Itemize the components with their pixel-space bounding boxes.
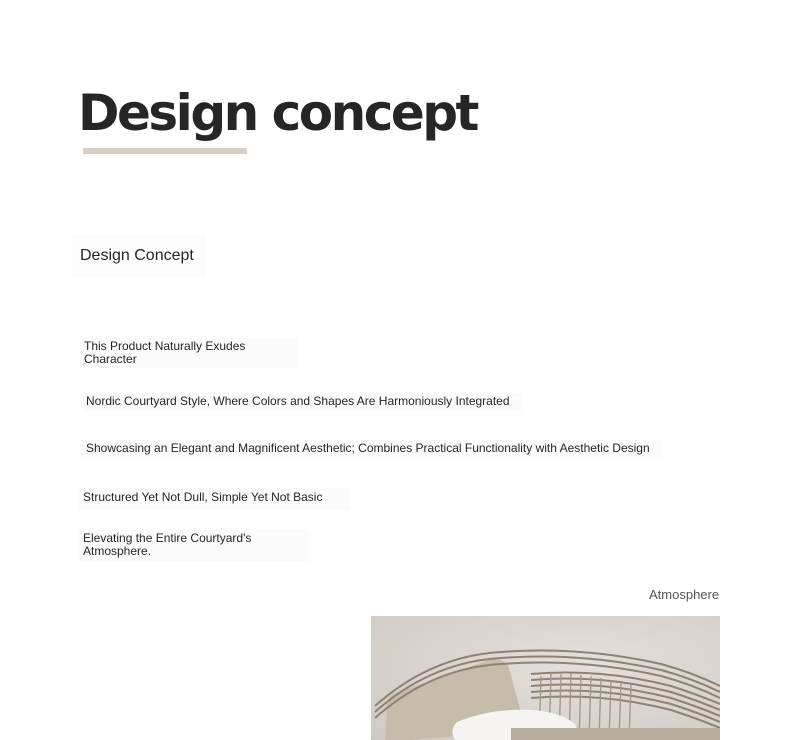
section-heading: Design Concept (72, 234, 206, 278)
armchair-illustration (371, 616, 720, 740)
feature-text-aesthetic: Showcasing an Elegant and Magnificent Aesthetic; Combines Practical Functionality with Aesthetic Design (82, 440, 662, 458)
feature-text-atmosphere: Elevating the Entire Courtyard's Atmosphere. (79, 529, 309, 561)
title-underline (83, 148, 247, 154)
atmosphere-label: Atmosphere (649, 587, 720, 602)
page-title: Design concept (78, 84, 477, 142)
feature-text-character: This Product Naturally Exudes Character (80, 338, 298, 368)
feature-text-structured: Structured Yet Not Dull, Simple Yet Not Basic (79, 488, 351, 510)
feature-text-nordic-style: Nordic Courtyard Style, Where Colors and Shapes Are Harmoniously Integrated (82, 393, 522, 411)
outdoor-armchair-photo (371, 616, 720, 740)
seat-cushion (511, 728, 720, 740)
